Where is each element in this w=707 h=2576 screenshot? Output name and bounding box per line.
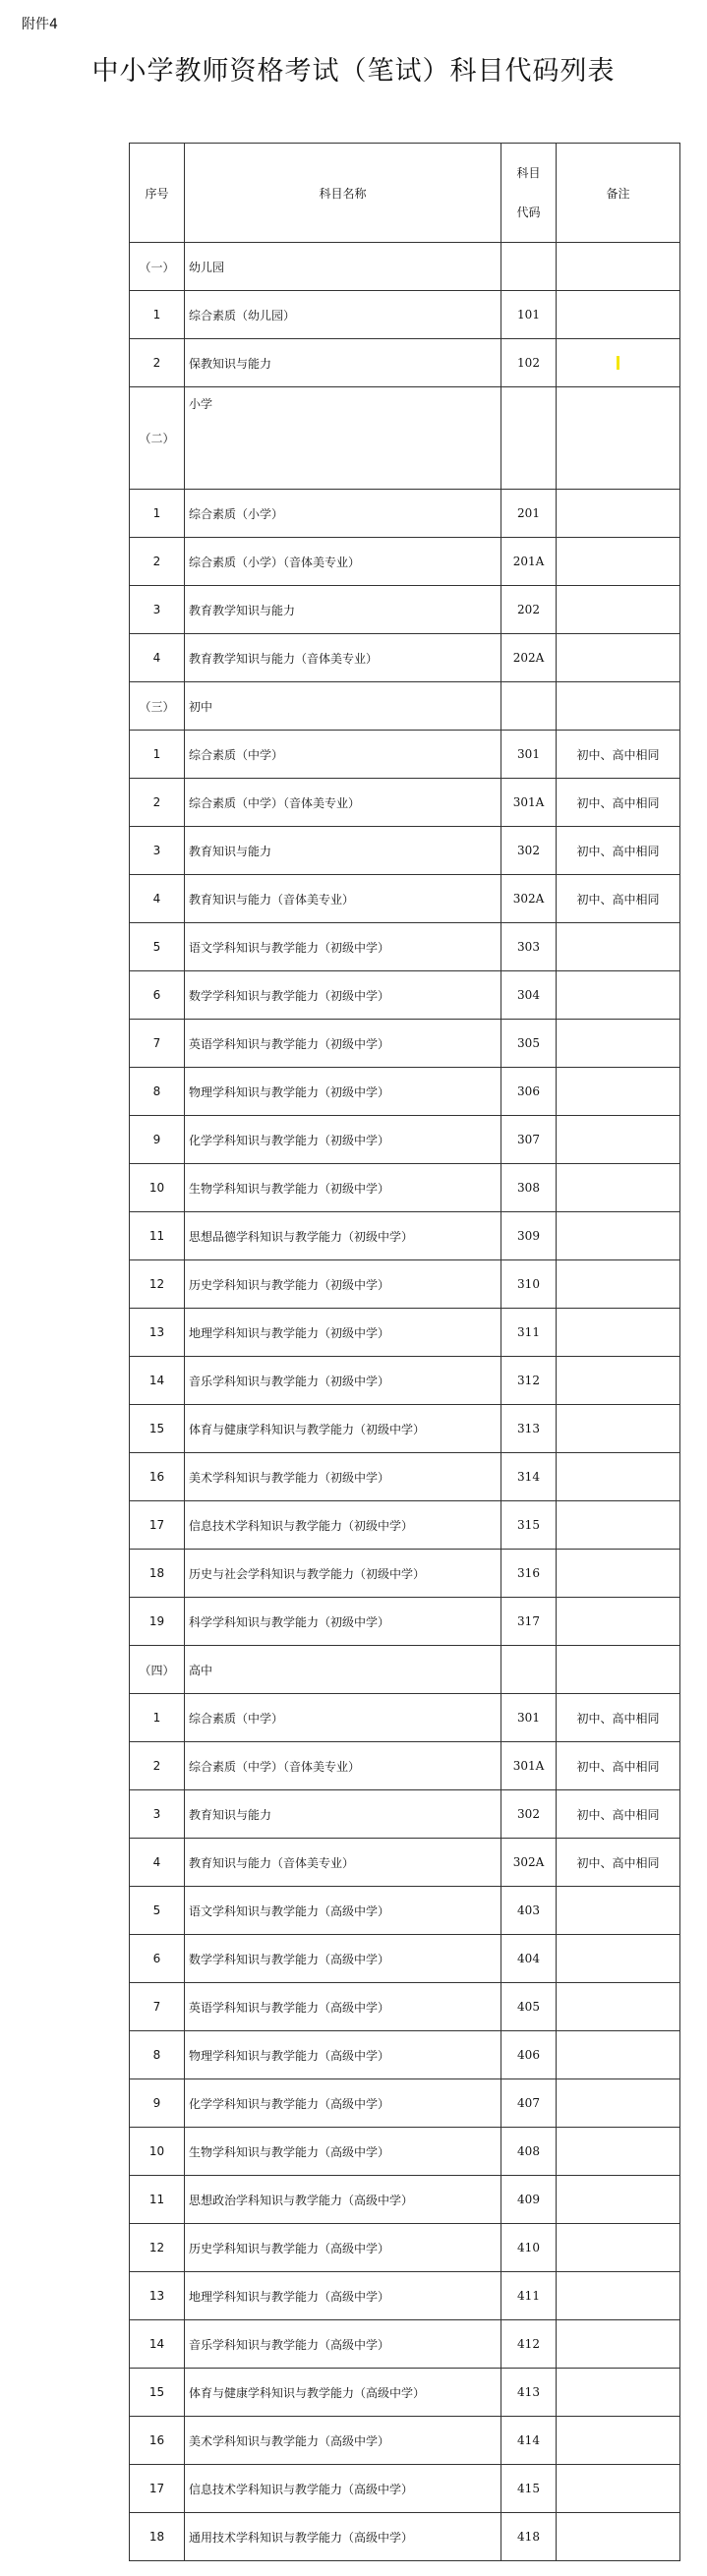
cell-code: 202A (501, 634, 557, 682)
cell-subject-name: 体育与健康学科知识与教学能力（初级中学） (185, 1405, 501, 1453)
cell-subject-name: 综合素质（幼儿园） (185, 291, 501, 339)
cell-note (557, 387, 680, 490)
cell-subject-name: 化学学科知识与教学能力（高级中学） (185, 2079, 501, 2128)
cell-subject-name: 体育与健康学科知识与教学能力（高级中学） (185, 2369, 501, 2417)
cell-note (557, 1357, 680, 1405)
cell-seq: 16 (130, 2417, 185, 2465)
cell-seq: 10 (130, 1164, 185, 1212)
cell-note (557, 2320, 680, 2369)
cell-code: 310 (501, 1260, 557, 1309)
cell-subject-name: 综合素质（小学） (185, 490, 501, 538)
table-row (130, 1598, 680, 1646)
table-row (130, 923, 680, 971)
cell-subject-name: 数学学科知识与教学能力（初级中学） (185, 971, 501, 1020)
cell-note (557, 923, 680, 971)
cell-note: 初中、高中相同 (557, 875, 680, 923)
cell-code: 414 (501, 2417, 557, 2465)
cell-seq: 4 (130, 634, 185, 682)
cell-note (557, 2079, 680, 2128)
cell-note (557, 490, 680, 538)
cell-note (557, 243, 680, 291)
cell-note (557, 2417, 680, 2465)
cell-note (557, 2465, 680, 2513)
section-row (130, 387, 680, 490)
cell-code: 301 (501, 731, 557, 779)
cell-code: 412 (501, 2320, 557, 2369)
table-row (130, 1068, 680, 1116)
header-seq: 序号 (130, 144, 185, 243)
cell-note: 初中、高中相同 (557, 1839, 680, 1887)
table-row (130, 1309, 680, 1357)
cell-code: 302 (501, 827, 557, 875)
cell-code: 303 (501, 923, 557, 971)
cell-note (557, 971, 680, 1020)
cell-seq: 2 (130, 339, 185, 387)
table-row (130, 2031, 680, 2079)
cell-seq: 16 (130, 1453, 185, 1501)
table-row (130, 1260, 680, 1309)
cell-subject-name: 英语学科知识与教学能力（初级中学） (185, 1020, 501, 1068)
table-row (130, 1742, 680, 1790)
subject-code-table (129, 143, 680, 2561)
cell-seq: 10 (130, 2128, 185, 2176)
cell-subject-name: 历史学科知识与教学能力（初级中学） (185, 1260, 501, 1309)
cell-note (557, 1453, 680, 1501)
header-code-line2: 代码 (516, 205, 541, 219)
cell-section-name: 小学 (185, 387, 501, 490)
table-row (130, 2417, 680, 2465)
section-row (130, 243, 680, 291)
cell-subject-name: 语文学科知识与教学能力（高级中学） (185, 1887, 501, 1935)
cell-note (557, 1068, 680, 1116)
cell-seq: 18 (130, 1550, 185, 1598)
table-row (130, 1983, 680, 2031)
cell-note: 初中、高中相同 (557, 731, 680, 779)
cell-seq: 4 (130, 875, 185, 923)
cell-code: 302 (501, 1790, 557, 1839)
cell-seq: 8 (130, 1068, 185, 1116)
cell-seq: 15 (130, 1405, 185, 1453)
cell-note (557, 2176, 680, 2224)
page-title: 中小学教师资格考试（笔试）科目代码列表 (91, 56, 616, 87)
table-row (130, 1935, 680, 1983)
cell-subject-name: 美术学科知识与教学能力（高级中学） (185, 2417, 501, 2465)
cell-section-name: 幼儿园 (185, 243, 501, 291)
table-row (130, 2465, 680, 2513)
cell-subject-name: 英语学科知识与教学能力（高级中学） (185, 1983, 501, 2031)
cell-code: 304 (501, 971, 557, 1020)
cell-subject-name: 语文学科知识与教学能力（初级中学） (185, 923, 501, 971)
table-row (130, 1839, 680, 1887)
cell-subject-name: 综合素质（中学）（音体美专业） (185, 779, 501, 827)
table-row (130, 1501, 680, 1550)
cell-subject-name: 教育知识与能力（音体美专业） (185, 875, 501, 923)
table-row (130, 2176, 680, 2224)
cell-note (557, 291, 680, 339)
cell-note (557, 2128, 680, 2176)
cell-seq: 2 (130, 1742, 185, 1790)
header-code (501, 144, 557, 243)
cell-subject-name: 思想政治学科知识与教学能力（高级中学） (185, 2176, 501, 2224)
cell-code: 408 (501, 2128, 557, 2176)
cell-subject-name: 教育教学知识与能力（音体美专业） (185, 634, 501, 682)
cell-code: 311 (501, 1309, 557, 1357)
cell-subject-name: 综合素质（中学） (185, 731, 501, 779)
table-row (130, 971, 680, 1020)
cell-note (557, 1020, 680, 1068)
cell-note (557, 1935, 680, 1983)
cell-seq: 4 (130, 1839, 185, 1887)
cell-code: 309 (501, 1212, 557, 1260)
cell-seq: 15 (130, 2369, 185, 2417)
cell-seq: 9 (130, 1116, 185, 1164)
cell-subject-name: 地理学科知识与教学能力（高级中学） (185, 2272, 501, 2320)
cell-subject-name: 综合素质（小学）（音体美专业） (185, 538, 501, 586)
section-row (130, 682, 680, 731)
cell-seq: 3 (130, 827, 185, 875)
cell-seq: 1 (130, 490, 185, 538)
cell-note (557, 1116, 680, 1164)
cell-subject-name: 历史学科知识与教学能力（高级中学） (185, 2224, 501, 2272)
cell-seq: 18 (130, 2513, 185, 2561)
cell-subject-name: 生物学科知识与教学能力（高级中学） (185, 2128, 501, 2176)
table-row (130, 875, 680, 923)
cell-code: 305 (501, 1020, 557, 1068)
cell-seq: 7 (130, 1983, 185, 2031)
cell-code: 410 (501, 2224, 557, 2272)
cell-code: 306 (501, 1068, 557, 1116)
cell-subject-name: 数学学科知识与教学能力（高级中学） (185, 1935, 501, 1983)
cell-seq: 13 (130, 1309, 185, 1357)
table-row (130, 1790, 680, 1839)
cell-note (557, 2513, 680, 2561)
cell-subject-name: 思想品德学科知识与教学能力（初级中学） (185, 1212, 501, 1260)
cell-subject-name: 保教知识与能力 (185, 339, 501, 387)
cell-seq: （二） (130, 387, 185, 490)
cell-seq: 3 (130, 1790, 185, 1839)
cell-subject-name: 信息技术学科知识与教学能力（高级中学） (185, 2465, 501, 2513)
table-row (130, 1453, 680, 1501)
cell-seq: （一） (130, 243, 185, 291)
cell-code (501, 387, 557, 490)
table-body (130, 144, 680, 2561)
cell-code: 102 (501, 339, 557, 387)
cell-code: 301A (501, 779, 557, 827)
cell-note (557, 1983, 680, 2031)
table-row (130, 586, 680, 634)
cell-subject-name: 历史与社会学科知识与教学能力（初级中学） (185, 1550, 501, 1598)
cell-note (557, 2031, 680, 2079)
cell-seq: 7 (130, 1020, 185, 1068)
cell-seq: 6 (130, 1935, 185, 1983)
table-row (130, 2079, 680, 2128)
cell-code (501, 243, 557, 291)
cell-note (557, 538, 680, 586)
cell-subject-name: 科学学科知识与教学能力（初级中学） (185, 1598, 501, 1646)
cell-note (557, 1550, 680, 1598)
table-row (130, 779, 680, 827)
cell-seq: 14 (130, 2320, 185, 2369)
cell-section-name: 初中 (185, 682, 501, 731)
cell-note (557, 1501, 680, 1550)
cell-subject-name: 教育知识与能力 (185, 827, 501, 875)
cell-code: 404 (501, 1935, 557, 1983)
cell-subject-name: 地理学科知识与教学能力（初级中学） (185, 1309, 501, 1357)
cell-code: 316 (501, 1550, 557, 1598)
cell-code: 403 (501, 1887, 557, 1935)
cell-subject-name: 教育知识与能力（音体美专业） (185, 1839, 501, 1887)
cell-note: 初中、高中相同 (557, 1694, 680, 1742)
cell-note (557, 1405, 680, 1453)
table-row (130, 1164, 680, 1212)
cell-note (557, 1309, 680, 1357)
cell-code: 202 (501, 586, 557, 634)
cell-code: 314 (501, 1453, 557, 1501)
cell-code: 302A (501, 875, 557, 923)
cell-seq: （三） (130, 682, 185, 731)
table-row (130, 731, 680, 779)
cell-seq: 17 (130, 1501, 185, 1550)
cell-seq: 2 (130, 538, 185, 586)
cell-note (557, 586, 680, 634)
header-name: 科目名称 (185, 144, 501, 243)
cell-note (557, 1212, 680, 1260)
cell-code: 409 (501, 2176, 557, 2224)
cell-subject-name: 综合素质（中学） (185, 1694, 501, 1742)
cell-subject-name: 物理学科知识与教学能力（初级中学） (185, 1068, 501, 1116)
cell-note (557, 1164, 680, 1212)
cell-code: 313 (501, 1405, 557, 1453)
cell-code: 302A (501, 1839, 557, 1887)
table-row (130, 538, 680, 586)
header-code-line1: 科目 (516, 166, 541, 180)
cell-subject-name: 教育教学知识与能力 (185, 586, 501, 634)
cell-seq: 13 (130, 2272, 185, 2320)
cell-code: 407 (501, 2079, 557, 2128)
cell-code (501, 1646, 557, 1694)
cell-subject-name: 美术学科知识与教学能力（初级中学） (185, 1453, 501, 1501)
table-row (130, 1405, 680, 1453)
cell-note (557, 2224, 680, 2272)
cell-seq: 11 (130, 2176, 185, 2224)
table-row (130, 2272, 680, 2320)
table-row (130, 339, 680, 387)
table-row (130, 2128, 680, 2176)
cell-note (557, 2369, 680, 2417)
cell-subject-name: 信息技术学科知识与教学能力（初级中学） (185, 1501, 501, 1550)
cell-code: 308 (501, 1164, 557, 1212)
cell-subject-name: 化学学科知识与教学能力（初级中学） (185, 1116, 501, 1164)
cell-subject-name: 教育知识与能力 (185, 1790, 501, 1839)
cell-note (557, 1887, 680, 1935)
table-row (130, 827, 680, 875)
cell-code: 405 (501, 1983, 557, 2031)
cell-code: 301A (501, 1742, 557, 1790)
table-row (130, 291, 680, 339)
table-row (130, 1116, 680, 1164)
cell-seq: 8 (130, 2031, 185, 2079)
table-row (130, 1357, 680, 1405)
table-row (130, 2320, 680, 2369)
cell-seq: 1 (130, 291, 185, 339)
cell-seq: 19 (130, 1598, 185, 1646)
cell-code: 315 (501, 1501, 557, 1550)
table-row (130, 634, 680, 682)
table-row (130, 2513, 680, 2561)
cell-note (557, 2272, 680, 2320)
cell-note: 初中、高中相同 (557, 779, 680, 827)
cell-code: 201 (501, 490, 557, 538)
cell-note (557, 1598, 680, 1646)
cell-note: 初中、高中相同 (557, 827, 680, 875)
cell-code: 301 (501, 1694, 557, 1742)
cell-code (501, 682, 557, 731)
cell-seq: 14 (130, 1357, 185, 1405)
cell-code: 307 (501, 1116, 557, 1164)
table-row (130, 1694, 680, 1742)
table-row (130, 1550, 680, 1598)
cell-subject-name: 音乐学科知识与教学能力（初级中学） (185, 1357, 501, 1405)
cell-note (557, 1646, 680, 1694)
cell-seq: 1 (130, 1694, 185, 1742)
cell-subject-name: 综合素质（中学）（音体美专业） (185, 1742, 501, 1790)
cell-note (557, 1260, 680, 1309)
cell-seq: （四） (130, 1646, 185, 1694)
section-row (130, 1646, 680, 1694)
table-row (130, 490, 680, 538)
cell-code: 101 (501, 291, 557, 339)
cell-code: 415 (501, 2465, 557, 2513)
table-row (130, 1212, 680, 1260)
cell-seq: 3 (130, 586, 185, 634)
cell-code: 201A (501, 538, 557, 586)
cell-subject-name: 音乐学科知识与教学能力（高级中学） (185, 2320, 501, 2369)
cell-subject-name: 通用技术学科知识与教学能力（高级中学） (185, 2513, 501, 2561)
cell-note: 初中、高中相同 (557, 1790, 680, 1839)
cell-seq: 9 (130, 2079, 185, 2128)
cell-code: 411 (501, 2272, 557, 2320)
cell-note (557, 634, 680, 682)
table-header-row (130, 144, 680, 243)
cell-seq: 5 (130, 923, 185, 971)
cell-seq: 1 (130, 731, 185, 779)
cell-note (557, 339, 680, 387)
cell-seq: 5 (130, 1887, 185, 1935)
cell-note (557, 682, 680, 731)
table-row (130, 1887, 680, 1935)
table-row (130, 2224, 680, 2272)
table-row (130, 2369, 680, 2417)
cell-seq: 12 (130, 2224, 185, 2272)
highlight-marker (617, 356, 619, 370)
attachment-label: 附件4 (22, 17, 58, 32)
cell-section-name: 高中 (185, 1646, 501, 1694)
cell-code: 418 (501, 2513, 557, 2561)
cell-code: 312 (501, 1357, 557, 1405)
cell-code: 413 (501, 2369, 557, 2417)
cell-subject-name: 物理学科知识与教学能力（高级中学） (185, 2031, 501, 2079)
cell-note: 初中、高中相同 (557, 1742, 680, 1790)
cell-code: 317 (501, 1598, 557, 1646)
cell-code: 406 (501, 2031, 557, 2079)
cell-seq: 17 (130, 2465, 185, 2513)
header-note: 备注 (557, 144, 680, 243)
cell-seq: 12 (130, 1260, 185, 1309)
cell-subject-name: 生物学科知识与教学能力（初级中学） (185, 1164, 501, 1212)
cell-seq: 2 (130, 779, 185, 827)
table-row (130, 1020, 680, 1068)
cell-seq: 11 (130, 1212, 185, 1260)
cell-seq: 6 (130, 971, 185, 1020)
